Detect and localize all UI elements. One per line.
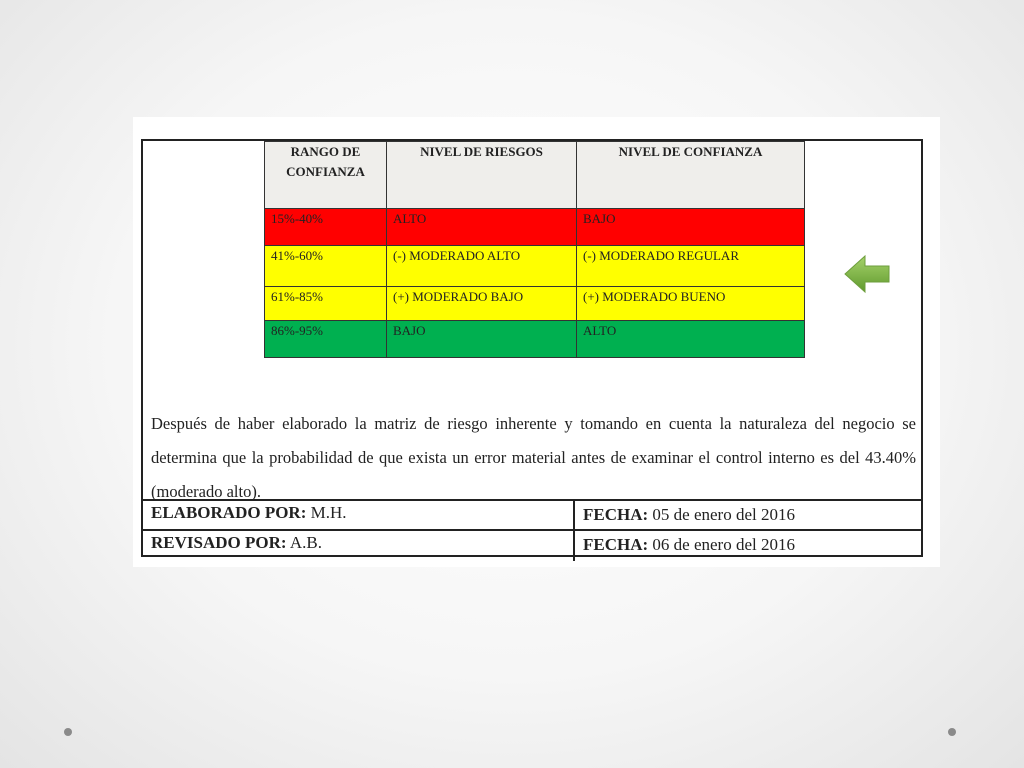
elaborado-label: ELABORADO POR: [151, 503, 307, 522]
risk-table [264, 141, 805, 358]
fecha-elaborado-cell [575, 501, 921, 531]
cell-confianza: (-) MODERADO REGULAR [577, 246, 805, 287]
nav-dot-right [948, 728, 956, 736]
cell-riesgo: BAJO [387, 321, 577, 358]
header-nivel-riesgos: NIVEL DE RIESGOS [387, 142, 577, 209]
revisado-cell [143, 531, 575, 561]
table-row [265, 209, 805, 246]
revisado-label: REVISADO POR: [151, 533, 287, 552]
table-header-row [265, 142, 805, 209]
fecha-label: FECHA: [583, 505, 649, 524]
fecha-value: 06 de enero del 2016 [652, 535, 795, 554]
elaborado-row [143, 499, 921, 531]
table-row [265, 246, 805, 287]
cell-rango: 86%-95% [265, 321, 387, 358]
elaborado-cell [143, 501, 575, 531]
cell-rango: 15%-40% [265, 209, 387, 246]
elaborado-value: M.H. [310, 503, 347, 522]
cell-confianza: ALTO [577, 321, 805, 358]
header-nivel-confianza: NIVEL DE CONFIANZA [577, 142, 805, 209]
document-frame [141, 139, 923, 557]
fecha-label: FECHA: [583, 535, 649, 554]
cell-rango: 61%-85% [265, 287, 387, 321]
nav-dot-left [64, 728, 72, 736]
left-arrow-icon [843, 253, 891, 295]
table-row [265, 321, 805, 358]
cell-riesgo: (+) MODERADO BAJO [387, 287, 577, 321]
cell-riesgo: ALTO [387, 209, 577, 246]
revisado-row [143, 529, 921, 561]
header-rango: RANGO DE CONFIANZA [265, 142, 387, 209]
cell-rango: 41%-60% [265, 246, 387, 287]
revisado-value: A.B. [289, 533, 322, 552]
cell-riesgo: (-) MODERADO ALTO [387, 246, 577, 287]
table-row [265, 287, 805, 321]
fecha-value: 05 de enero del 2016 [652, 505, 795, 524]
conclusion-paragraph: Después de haber elaborado la matriz de riesgo inherente y tomando en cuenta la naturaleza del negocio se determina que la probabilidad de que exista un error material antes de examinar el control interno es del 43.40% (moderado alto). [151, 414, 916, 501]
fecha-revisado-cell [575, 531, 921, 561]
document-image [133, 117, 940, 567]
cell-confianza: (+) MODERADO BUENO [577, 287, 805, 321]
cell-confianza: BAJO [577, 209, 805, 246]
